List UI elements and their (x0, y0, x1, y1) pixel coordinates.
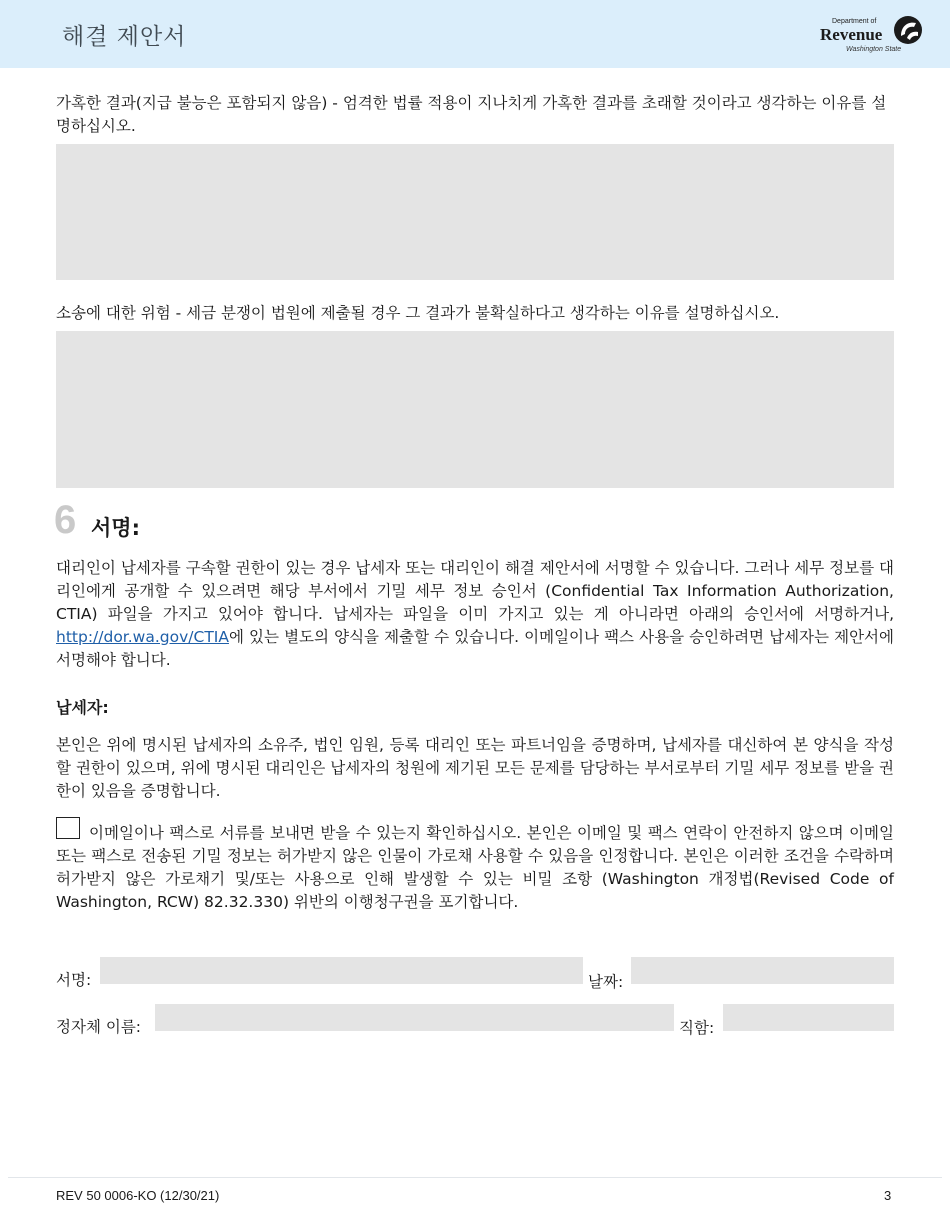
signature-label: 서명: (56, 971, 92, 989)
logo-swirl-icon (892, 14, 924, 48)
logo-line2: Revenue (820, 25, 883, 44)
page-number: 3 (884, 1188, 892, 1203)
printed-name-label: 정자체 이름: (56, 1018, 142, 1036)
form-id: REV 50 0006-KO (12/30/21) (56, 1188, 220, 1203)
litigation-prompt: 소송에 대한 위험 - 세금 분쟁이 법원에 제출될 경우 그 결과가 불확실하다고 생각하는 이유를 설명하십시오. (56, 304, 780, 322)
certification-text: 본인은 위에 명시된 납세자의 소유주, 법인 임원, 등록 대리인 또는 파트너임을 증명하며, 납세자를 대신하여 본 양식을 작성할 권한이 있으며, 위에 명시된 대리인은 납세자의 청원에 제기된 모든 문제를 담당하는 부서로부터 기밀 세무 정보를 받을 권한이 있음을 증명합니다. (56, 736, 894, 800)
page-header (0, 0, 950, 68)
signature-field[interactable] (100, 957, 583, 984)
signature-intro (56, 557, 894, 672)
hardship-prompt: 가혹한 결과(지급 불능은 포함되지 않음) - 엄격한 법률 적용이 지나치게 가혹한 결과를 초래할 것이라고 생각하는 이유를 설명하십시오. (56, 94, 887, 135)
job-title-label: 직함: (679, 1019, 715, 1037)
printed-name-field[interactable] (155, 1004, 674, 1031)
intro-text-1: 대리인이 납세자를 구속할 권한이 있는 경우 납세자 또는 대리인이 해결 제안서에 서명할 수 있습니다. 그러나 세무 정보를 대리인에게 공개할 수 있으려면 해당 부서에서 기밀 세무 정보 승인서 (Confidential Tax Information Authorization, CTIA) 파일을 가지고 있어야 합니다. 납세자는 파일을 이미 가지고 있는 게 아니라면 아래의 승인서에 서명하거나, (56, 559, 894, 623)
logo-line3: Washington State (846, 46, 902, 53)
dor-logo (818, 14, 930, 58)
ctia-link[interactable]: http://dor.wa.gov/CTIA (56, 628, 229, 646)
intro-text-2: 에 있는 별도의 양식을 제출할 수 있습니다. 이메일이나 팩스 사용을 승인하려면 납세자는 제안서에 서명해야 합니다. (56, 628, 894, 669)
date-label: 날짜: (588, 973, 624, 991)
job-title-field[interactable] (723, 1004, 894, 1031)
litigation-textarea[interactable] (56, 331, 894, 488)
section-title: 서명: (91, 516, 140, 540)
email-consent-text: 이메일이나 팩스로 서류를 보내면 받을 수 있는지 확인하십시오. 본인은 이메일 및 팩스 연락이 안전하지 않으며 이메일 또는 팩스로 전송된 기밀 정보는 허가받지 않은 인물이 가로채 사용할 수 있음을 인정합니다. 본인은 이러한 조건을 수락하며 허가받지 않은 가로채기 및/또는 사용으로 인해 발생할 수 있는 비밀 조항 (Washington 개정법(Revised Code of Washington, RCW) 82.32.330) 위반의 이행청구권을 포기합니다. (56, 824, 894, 911)
taxpayer-heading: 납세자: (56, 698, 109, 717)
logo-line1: Department of (832, 18, 877, 25)
section-number: 6 (54, 498, 77, 542)
date-field[interactable] (631, 957, 894, 984)
page-title: 해결 제안서 (62, 24, 187, 50)
footer-divider (8, 1177, 942, 1178)
hardship-textarea[interactable] (56, 144, 894, 280)
